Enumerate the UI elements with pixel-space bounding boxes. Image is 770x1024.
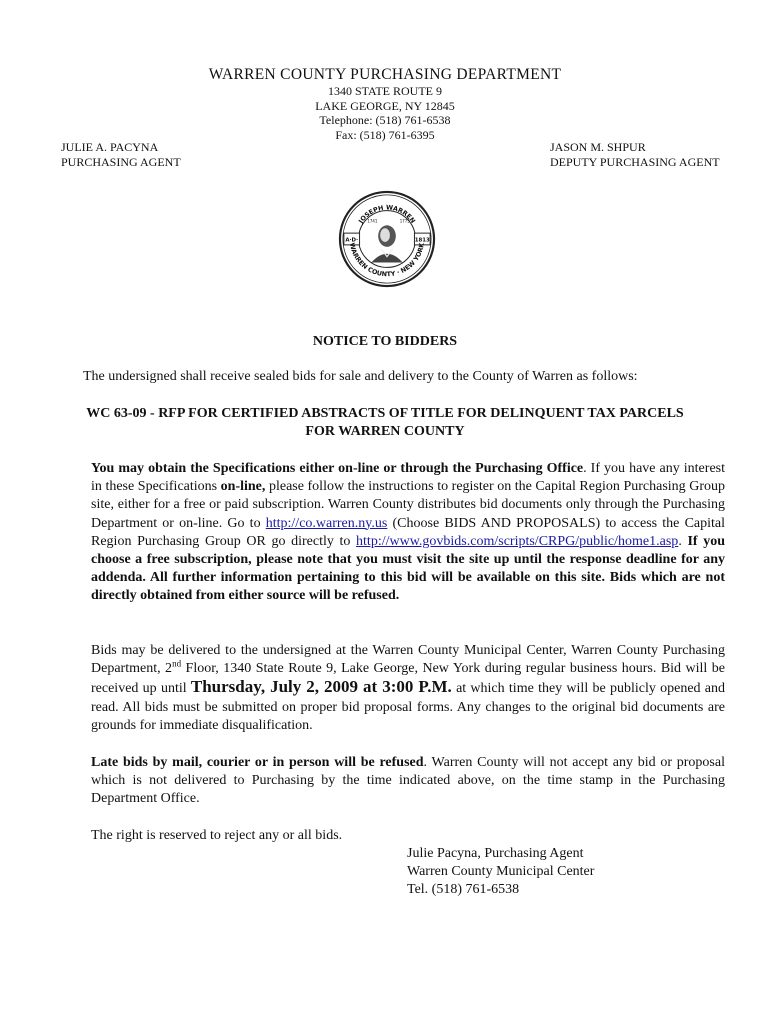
letterhead <box>0 66 770 142</box>
purchasing-agent-name: JULIE A. PACYNA <box>61 140 159 154</box>
bid-title <box>40 405 730 441</box>
para2-text-1: Bids may be delivered to the undersigned at the Warren County Municipal Center, Warren County Purchasing Department, 2 <box>91 643 725 677</box>
signature-block <box>407 845 594 900</box>
signature-phone: Tel. (518) 761-6538 <box>407 882 520 898</box>
online-emphasis: on-line, <box>220 479 266 495</box>
floor-ordinal: nd <box>172 658 182 669</box>
para2-text-2: Floor, 1340 State Route 9, Lake George, New York during regular business hours. Bid will be received up until <box>91 661 725 697</box>
subscription-notice: If you choose a free subscription, please note that you must visit the site up until the response deadline for any addenda. All further information pertaining to this bid will be available on this site. Bids which are not directly obtained from either source will be refused. <box>91 533 725 604</box>
para1-text-2: please follow the instructions to register on the Capital Region Purchasing Group site, either for a free or paid subscription. Warren County distributes bid documents only through the Purchasing Department or on-line. Go to <box>91 479 725 531</box>
svg-text:WARREN COUNTY · NEW YORK: WARREN COUNTY · NEW YORK <box>347 242 427 279</box>
specifications-lead: You may obtain the Specifications either on-line or through the Purchasing Office <box>91 461 584 476</box>
rights-reserved-paragraph: The right is reserved to reject any or all bids. <box>91 828 343 843</box>
para1-text-3: (Choose BIDS AND PROPOSALS) to access the Capital Region Purchasing Group OR go directly to <box>91 515 725 549</box>
notice-title: NOTICE TO BIDDERS <box>312 334 458 349</box>
svg-text:1741: 1741 <box>367 218 378 224</box>
bid-title-line-2: FOR WARREN COUNTY <box>305 424 465 439</box>
bid-deadline: Thursday, July 2, 2009 at 3:00 P.M. <box>190 677 452 697</box>
telephone: Telephone: (518) 761-6538 <box>319 113 451 127</box>
purchasing-agent-block <box>61 140 181 170</box>
para3-text-1: . Warren County will not accept any bid or proposal which is not delivered to Purchasing by the time indicated above, on the time stamp in the Purchasing Department Office. <box>91 755 725 807</box>
svg-text:1775: 1775 <box>399 218 410 224</box>
deputy-agent-name: JASON M. SHPUR <box>550 140 646 154</box>
department-title: WARREN COUNTY PURCHASING DEPARTMENT <box>208 66 562 83</box>
para1-text-1: . If you have any interest in these Specifications <box>91 461 725 495</box>
para2-text-3: at which time they will be publicly opened and read. All bids must be submitted on proper bid proposal forms. Any changes to the original bid documents are grounds for immediate disqualification. <box>91 681 726 733</box>
late-bids-lead: Late bids by mail, courier or in person will be refused <box>91 755 424 770</box>
address-line-1: 1340 STATE ROUTE 9 <box>327 84 443 98</box>
svg-text:A·D·: A·D· <box>345 237 359 244</box>
delivery-paragraph <box>91 642 725 735</box>
signature-office: Warren County Municipal Center <box>407 864 595 880</box>
warren-county-link[interactable]: http://co.warren.ny.us <box>265 515 388 531</box>
county-seal-icon <box>338 190 436 288</box>
deputy-agent-block <box>550 140 720 170</box>
fax: Fax: (518) 761-6395 <box>335 127 435 142</box>
deputy-agent-title: DEPUTY PURCHASING AGENT <box>550 155 720 169</box>
svg-text:JOSEPH WARREN: JOSEPH WARREN <box>356 203 418 225</box>
address-line-2: LAKE GEORGE, NY 12845 <box>315 98 455 113</box>
specifications-paragraph <box>91 460 725 606</box>
bid-title-line-1: WC 63-09 - RFP FOR CERTIFIED ABSTRACTS OF TITLE FOR DELINQUENT TAX PARCELS <box>86 406 684 421</box>
late-bids-paragraph <box>91 754 725 809</box>
para1-text-4: . <box>678 533 682 549</box>
svg-text:1813: 1813 <box>414 237 430 244</box>
intro-sentence: The undersigned shall receive sealed bids for sale and delivery to the County of Warren as follows: <box>83 369 638 384</box>
purchasing-agent-title: PURCHASING AGENT <box>61 155 181 169</box>
signature-name: Julie Pacyna, Purchasing Agent <box>407 846 584 861</box>
govbids-link[interactable]: http://www.govbids.com/scripts/CRPG/public/home1.asp <box>356 533 679 549</box>
